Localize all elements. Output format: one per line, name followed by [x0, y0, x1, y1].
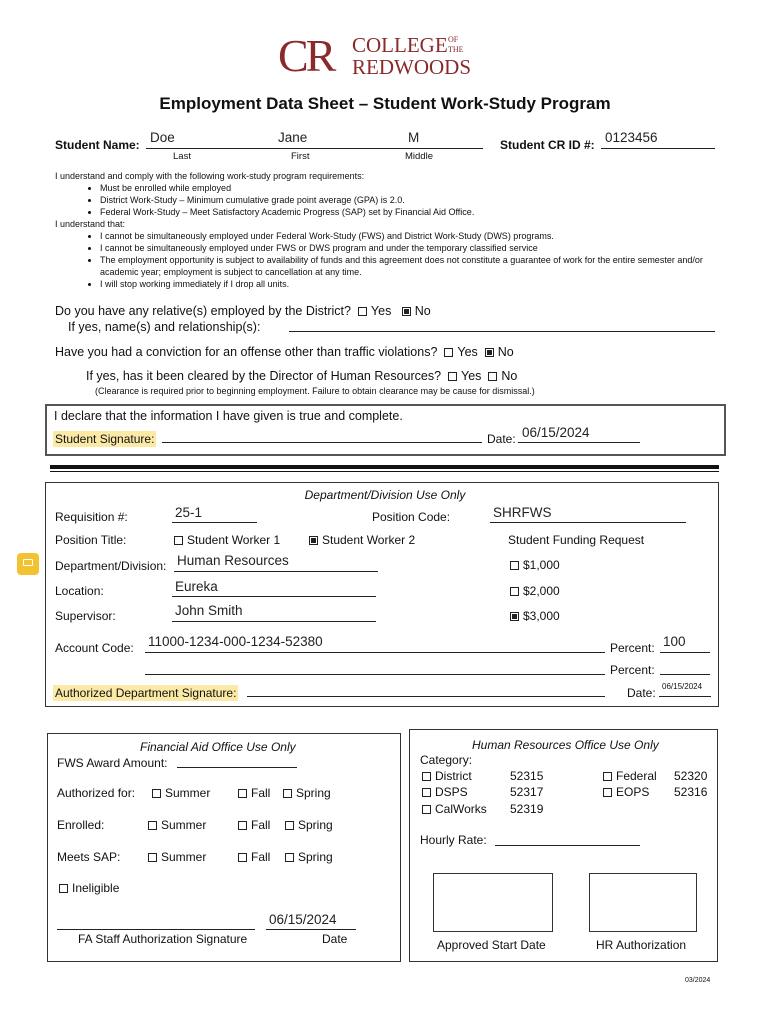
student-first-value[interactable]: Jane [278, 130, 308, 145]
fa-sap-spring-checkbox[interactable] [285, 853, 294, 862]
comment-icon[interactable] [17, 553, 39, 575]
fa-auth-spring-option [283, 786, 331, 800]
fa-heading: Financial Aid Office Use Only [140, 740, 296, 754]
hr-authorization-box[interactable] [589, 873, 697, 932]
fa-date-line [266, 929, 356, 930]
hr-district-checkbox[interactable] [422, 772, 431, 781]
dept-date-value[interactable]: 06/15/2024 [662, 682, 703, 691]
student-signature-line[interactable] [162, 442, 482, 443]
fa-signature-line[interactable] [57, 929, 255, 930]
percent-value[interactable]: 100 [663, 634, 686, 649]
fa-enr-spring-option [285, 818, 333, 832]
summer-label: Summer [165, 786, 211, 800]
fund2-label: $2,000 [523, 584, 560, 598]
relatives-no-label: No [414, 304, 431, 318]
requisition-value[interactable]: 25-1 [175, 505, 203, 520]
location-value[interactable]: Eureka [175, 579, 218, 594]
fa-sap-row [57, 850, 387, 864]
fa-sap-label: Meets SAP: [57, 850, 121, 864]
dept-date-label: Date: [627, 686, 656, 700]
student-id-value[interactable]: 0123456 [605, 130, 658, 145]
spring-label: Spring [298, 850, 333, 864]
relatives-no-checkbox[interactable] [402, 307, 411, 316]
division-line [174, 571, 378, 572]
hr-dsps-label: DSPS [435, 785, 468, 799]
conviction-no-checkbox[interactable] [485, 348, 494, 357]
hr-category-label: Category: [420, 753, 473, 767]
conviction-yes-label: Yes [457, 345, 478, 359]
supervisor-line [172, 621, 376, 622]
conviction-question-row [55, 345, 514, 359]
conviction-yes-checkbox[interactable] [444, 348, 453, 357]
supervisor-value[interactable]: John Smith [175, 603, 243, 618]
fa-auth-summer-option [152, 786, 210, 800]
fa-sap-fall-checkbox[interactable] [238, 853, 247, 862]
summer-label: Summer [161, 850, 207, 864]
fund3-label: $3,000 [523, 609, 560, 623]
sw2-option [309, 533, 415, 547]
relatives-names-label: If yes, name(s) and relationship(s): [68, 320, 261, 334]
student-name-label: Student Name: [55, 138, 140, 152]
hr-district-option [422, 769, 472, 783]
auth-signature-line[interactable] [247, 696, 605, 697]
terms-section [55, 170, 715, 290]
fa-enrolled-row [57, 818, 387, 832]
form-revision-code: 03/2024 [685, 977, 711, 984]
fall-label: Fall [251, 786, 271, 800]
clearance-note: (Clearance is required prior to beginning employment. Failure to obtain clearance may be cause for dismissal.) [95, 386, 535, 396]
fall-label: Fall [251, 850, 271, 864]
relatives-question-row [55, 304, 431, 318]
fa-enr-summer-checkbox[interactable] [148, 821, 157, 830]
fa-authorized-label: Authorized for: [57, 786, 136, 800]
fa-signature-label: FA Staff Authorization Signature [78, 932, 248, 946]
list-item: • I cannot be simultaneously employed under FWS or DWS program and under the temporary classified service [100, 242, 715, 254]
declaration-date-value[interactable]: 06/15/2024 [522, 425, 590, 440]
department-heading: Department/Division Use Only [304, 488, 466, 502]
position-title-label: Position Title: [55, 533, 127, 547]
hr-calworks-code: 52319 [510, 802, 544, 816]
fa-sap-fall-option [238, 850, 270, 864]
hr-district-code: 52315 [510, 769, 544, 783]
logo-the: THE [448, 45, 464, 54]
understandings-list [55, 230, 715, 290]
hr-federal-option [603, 769, 657, 783]
sw1-label: Student Worker 1 [187, 533, 281, 547]
location-label: Location: [55, 584, 104, 598]
account-label: Account Code: [55, 641, 134, 655]
hr-eops-option [603, 785, 649, 799]
fa-award-label: FWS Award Amount: [57, 756, 168, 770]
cleared-question: If yes, has it been cleared by the Director of Human Resources? [86, 369, 442, 383]
student-signature-label: Student Signature: [55, 432, 155, 446]
list-item: • Must be enrolled while employed [100, 182, 715, 194]
hr-dsps-code: 52317 [510, 785, 544, 799]
fa-date-value[interactable]: 06/15/2024 [269, 912, 337, 927]
conviction-question: Have you had a conviction for an offense other than traffic violations? [55, 345, 438, 359]
sw2-label: Student Worker 2 [322, 533, 416, 547]
fa-auth-fall-option [238, 786, 270, 800]
hr-calworks-option [422, 802, 487, 816]
relatives-yes-label: Yes [370, 304, 392, 318]
fa-sap-summer-checkbox[interactable] [148, 853, 157, 862]
fund1-label: $1,000 [523, 558, 560, 572]
hr-dsps-option [422, 785, 468, 799]
list-item: • Federal Work-Study – Meet Satisfactory Academic Progress (SAP) set by Financial Aid Office. [100, 206, 715, 218]
middle-caption: Middle [405, 151, 433, 162]
fa-auth-summer-checkbox[interactable] [152, 789, 161, 798]
terms-understand: I understand that: [55, 219, 126, 229]
declaration-text: I declare that the information I have given is true and complete. [54, 409, 403, 423]
first-caption: First [291, 151, 310, 162]
fa-enrolled-label: Enrolled: [57, 818, 105, 832]
hr-calworks-checkbox[interactable] [422, 805, 431, 814]
relatives-names-line[interactable] [289, 331, 715, 332]
funding-label: Student Funding Request [508, 533, 645, 547]
student-name-line [146, 148, 483, 149]
declaration-date-label: Date: [487, 432, 516, 446]
hr-start-date-box[interactable] [433, 873, 553, 932]
hr-hourly-label: Hourly Rate: [420, 833, 487, 847]
hr-federal-label: Federal [616, 769, 657, 783]
logo-cr: CR [278, 30, 334, 81]
cleared-yes-label: Yes [461, 369, 482, 383]
page-title: Employment Data Sheet – Student Work-Study Program [159, 94, 611, 113]
fund2-option [510, 584, 560, 598]
account-value[interactable]: 11000-1234-000-1234-52380 [148, 634, 323, 649]
requisition-line [172, 522, 257, 523]
hr-start-date-label: Approved Start Date [437, 938, 546, 952]
fa-sap-summer-option [148, 850, 206, 864]
division-label: Department/Division: [55, 559, 167, 573]
logo-college: COLLEGE [352, 33, 448, 57]
relatives-yes-checkbox[interactable] [358, 307, 367, 316]
percent2-line[interactable] [660, 674, 710, 675]
student-last-value[interactable]: Doe [150, 130, 175, 145]
requisition-label: Requisition #: [55, 510, 128, 524]
fa-enr-fall-option [238, 818, 270, 832]
hr-heading: Human Resources Office Use Only [472, 738, 659, 752]
percent2-label: Percent: [610, 663, 655, 677]
fund2-checkbox[interactable] [510, 587, 519, 596]
spring-label: Spring [298, 818, 333, 832]
logo-of: OF [448, 35, 459, 44]
sw2-checkbox[interactable] [309, 536, 318, 545]
hr-hourly-line[interactable] [495, 845, 640, 846]
percent-label: Percent: [610, 641, 655, 655]
percent-line [660, 652, 710, 653]
fa-authorized-row [57, 786, 387, 800]
terms-intro: I understand and comply with the following work-study program requirements: [55, 171, 365, 181]
fall-label: Fall [251, 818, 271, 832]
divider [50, 471, 719, 472]
fa-date-label: Date [322, 932, 348, 946]
dept-date-line [659, 696, 711, 697]
hr-eops-code: 52316 [674, 785, 708, 799]
hr-district-label: District [435, 769, 472, 783]
fa-enr-summer-option [148, 818, 206, 832]
supervisor-label: Supervisor: [55, 609, 116, 623]
declaration-date-line [518, 442, 640, 443]
auth-signature-label: Authorized Department Signature: [55, 686, 237, 700]
list-item: • I cannot be simultaneously employed under Federal Work-Study (FWS) and District Work-Study (DWS) programs. [100, 230, 715, 242]
position-code-line [490, 522, 686, 523]
cleared-no-checkbox[interactable] [488, 372, 497, 381]
list-item: • The employment opportunity is subject to availability of funds and this agreement does not constitute a guarantee of work for the entire semester and/or academic year; employment is subject to cancellation at any time. [100, 254, 715, 278]
fa-auth-fall-checkbox[interactable] [238, 789, 247, 798]
list-item: • District Work-Study – Minimum cumulative grade point average (GPA) is 2.0. [100, 194, 715, 206]
hr-calworks-label: CalWorks [435, 802, 487, 816]
cleared-question-row [86, 369, 517, 383]
fa-ineligible-option [59, 881, 119, 895]
position-code-value[interactable]: SHRFWS [493, 505, 552, 520]
hr-authorization-label: HR Authorization [596, 938, 687, 952]
fa-award-line[interactable] [177, 767, 297, 768]
spring-label: Spring [296, 786, 331, 800]
hr-federal-code: 52320 [674, 769, 708, 783]
fa-auth-spring-checkbox[interactable] [283, 789, 292, 798]
hr-eops-label: EOPS [616, 785, 650, 799]
student-id-line [601, 148, 715, 149]
student-middle-value[interactable]: M [408, 130, 420, 145]
fa-enr-spring-checkbox[interactable] [285, 821, 294, 830]
college-logo [278, 30, 498, 81]
fa-ineligible-label: Ineligible [72, 881, 120, 895]
hr-federal-checkbox[interactable] [603, 772, 612, 781]
fa-ineligible-checkbox[interactable] [59, 884, 68, 893]
location-line [172, 596, 376, 597]
requirements-list [55, 182, 715, 218]
account-line-2[interactable] [145, 674, 605, 675]
account-line [145, 652, 605, 653]
fund3-checkbox[interactable] [510, 612, 519, 621]
hr-eops-checkbox[interactable] [603, 788, 612, 797]
list-item: • I will stop working immediately if I drop all units. [100, 278, 715, 290]
sw1-option [174, 533, 280, 547]
divider [50, 465, 719, 469]
student-id-label: Student CR ID #: [500, 138, 595, 152]
sw1-checkbox[interactable] [174, 536, 183, 545]
fa-sap-spring-option [285, 850, 333, 864]
relatives-question: Do you have any relative(s) employed by the District? [55, 304, 351, 318]
fa-enr-fall-checkbox[interactable] [238, 821, 247, 830]
summer-label: Summer [161, 818, 207, 832]
fund3-option [510, 609, 560, 623]
last-caption: Last [173, 151, 191, 162]
cleared-yes-checkbox[interactable] [448, 372, 457, 381]
position-code-label: Position Code: [372, 510, 451, 524]
fund1-option [510, 558, 560, 572]
logo-redwoods: REDWOODS [352, 55, 471, 79]
hr-dsps-checkbox[interactable] [422, 788, 431, 797]
division-value[interactable]: Human Resources [177, 553, 289, 568]
cleared-no-label: No [501, 369, 518, 383]
conviction-no-label: No [497, 345, 514, 359]
fund1-checkbox[interactable] [510, 561, 519, 570]
